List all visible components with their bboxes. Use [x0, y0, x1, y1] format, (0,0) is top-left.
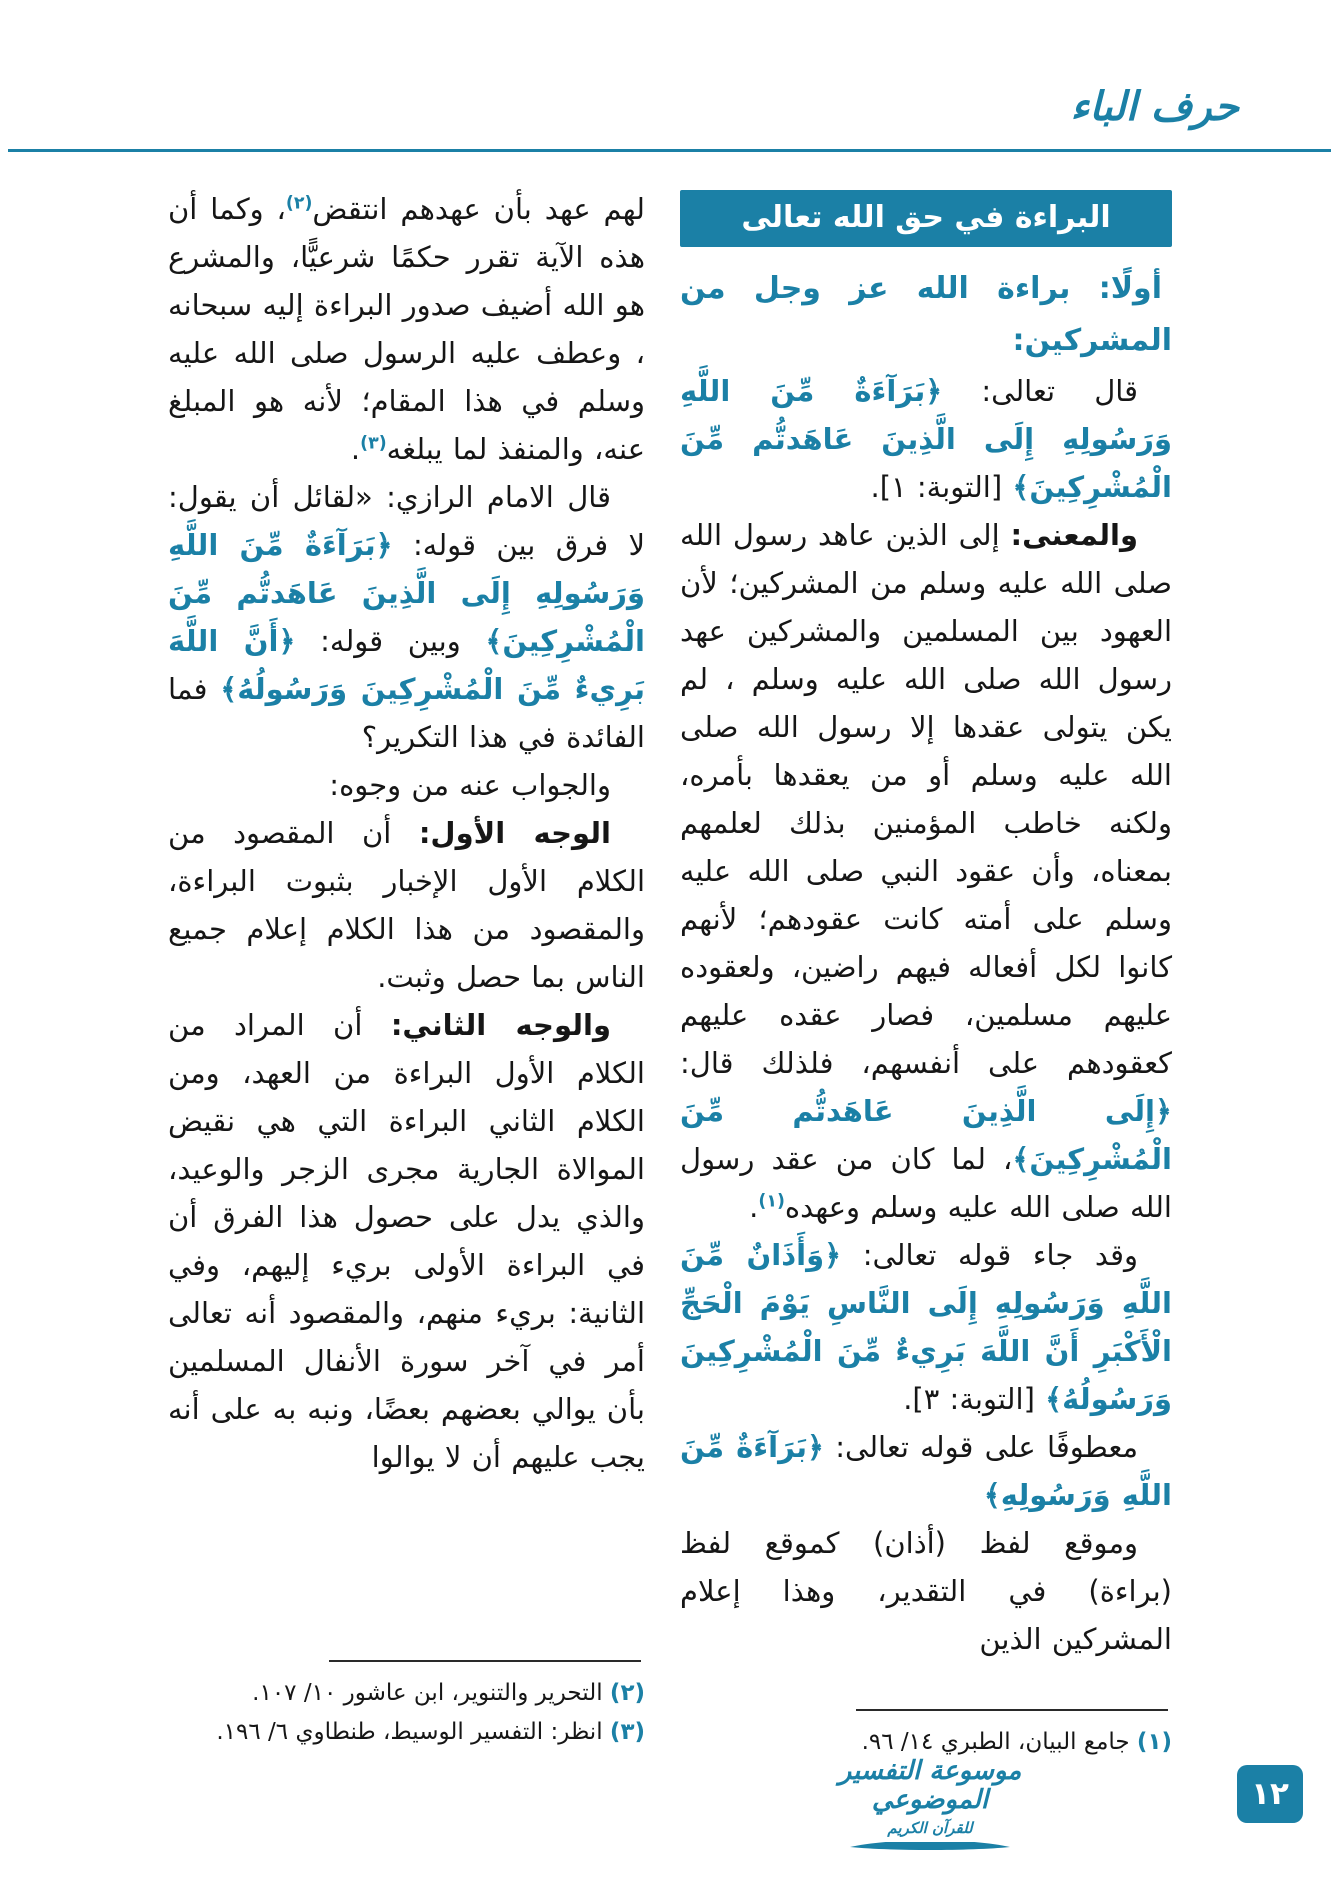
footnote-reference: (٢) — [285, 193, 313, 214]
text-segment: معطوفًا على قوله تعالى: — [824, 1430, 1138, 1464]
publisher-emblem-subtitle: للقرآن الكريم — [887, 1819, 973, 1838]
header-rule — [8, 149, 1331, 152]
text-segment: وموقع لفظ (أذان) كموقع لفظ (براءة) في التقدير، وهذا إعلام المشركين الذين — [680, 1526, 1172, 1656]
footnote-number: (٣) — [609, 1719, 645, 1745]
text-segment: جامع البيان، الطبري ١٤/ ٩٦. — [861, 1729, 1137, 1755]
text-segment: [التوبة: ١]. — [870, 470, 1013, 504]
footnote-separator — [329, 1660, 641, 1662]
verse-paragraph — [680, 367, 1172, 511]
body-paragraph — [680, 1519, 1172, 1663]
text-segment: والمعنى: — [1010, 518, 1138, 552]
footnote-list — [168, 1674, 645, 1752]
text-segment: إلى الذين عاهد رسول الله صلى الله عليه وسلم من المشركين؛ لأن العهود بين المسلمين والمشركين عهد رسول الله صلى الله عليه وسلم ، لم يكن يتولى عقدها إلا رسول الله صلى الله عليه وسلم أو من يعقدها بأمره، ولكنه خاطب المؤمنين بذلك لعلمهم بمعناه، وأن عقود النبي صلى الله عليه وسلم على أمته كانت عقودهم؛ لأنهم كانوا لكل أفعاله فيهم راضين، ولعقوده عليهم مسلمين، فصار عقده عليهم كعقودهم على أنفسهم، فلذلك قال: — [680, 518, 1172, 1080]
text-segment: . — [749, 1190, 759, 1224]
text-segment: فما الفائدة في هذا التكرير؟ — [168, 672, 645, 754]
text-segment: وبين قوله: — [295, 624, 486, 658]
text-segment: الوجه الأول: — [418, 816, 611, 850]
text-segment: ، وكما أن هذه الآية تقرر حكمًا شرعيًّا، والمشرع هو الله أضيف صدور البراءة إليه سبحانه ، وعطف عليه الرسول صلى الله عليه وسلم في هذا المقام؛ لأنه هو المبلغ عنه، والمنفذ لما يبلغه — [168, 192, 645, 466]
text-segment: انظر: التفسير الوسيط، طنطاوي ٦/ ١٩٦. — [216, 1719, 610, 1745]
right-column-text — [680, 263, 1172, 1663]
body-paragraph — [168, 761, 645, 809]
quran-quote: ﴿بَرَآءَةٌ مِّنَ اللَّهِ وَرَسُولِهِ إِلَى الَّذِينَ عَاهَدتُّم مِّنَ الْمُشْرِكِينَ﴾ — [168, 528, 645, 658]
chapter-header: حرف الباء — [1070, 84, 1239, 130]
footnote-reference: (١) — [758, 1191, 785, 1212]
footnote-reference: (٣) — [360, 433, 387, 454]
right-footnotes — [680, 1709, 1172, 1762]
text-segment: قال الامام الرازي: «لقائل أن يقول: لا فرق بين قوله: — [168, 480, 645, 562]
quran-quote: ﴿بَرَآءَةٌ مِّنَ اللَّهِ وَرَسُولِهِ إِلَى الَّذِينَ عَاهَدتُّم مِّنَ الْمُشْرِكِينَ﴾ — [680, 374, 1172, 504]
left-footnotes — [168, 1660, 645, 1752]
section-title-box — [680, 190, 1172, 247]
text-segment: وقد جاء قوله تعالى: — [841, 1238, 1138, 1272]
quran-quote: ﴿بَرَآءَةٌ مِّنَ اللَّهِ وَرَسُولِهِ﴾ — [680, 1430, 1172, 1512]
page-number-badge — [1237, 1765, 1303, 1823]
text-segment: والوجه الثاني: — [390, 1008, 611, 1042]
quote-paragraph — [168, 473, 645, 761]
verse-paragraph — [680, 1231, 1172, 1423]
text-segment: أن المقصود من الكلام الأول الإخبار بثبوت البراءة، والمقصود من هذا الكلام إعلام جميع الناس بما حصل وثبت. — [168, 816, 645, 994]
body-paragraph — [168, 809, 645, 1001]
text-segment: أن المراد من الكلام الأول البراءة من العهد، ومن الكلام الثاني البراءة التي هي نقيض الموالاة الجارية مجرى الزجر والوعيد، والذي يدل على حصول هذا الفرق أن في البراءة الأولى بريء إليهم، وفي الثانية: بريء منهم، والمقصود أنه تعالى أمر في آخر سورة الأنفال المسلمين بأن يوالي بعضهم بعضًا، ونبه به على أنه يجب عليهم أن لا يوالوا — [168, 1008, 645, 1474]
footnote — [168, 1713, 645, 1752]
meaning-paragraph — [680, 511, 1172, 1231]
publisher-emblem-title: موسوعة التفسير الموضوعي — [838, 1755, 1022, 1816]
text-segment: قال تعالى: — [942, 374, 1138, 408]
footnote — [168, 1674, 645, 1713]
left-column-text — [168, 185, 645, 1481]
body-paragraph — [168, 1001, 645, 1481]
page-number: ١٢ — [1251, 1776, 1289, 1812]
text-segment: . — [350, 432, 361, 466]
publisher-emblem — [812, 1757, 1048, 1856]
quran-quote: ﴿إِلَى الَّذِينَ عَاهَدتُّم مِّنَ الْمُشْرِكِينَ﴾ — [680, 1094, 1172, 1176]
section-lead-heading — [680, 263, 1172, 367]
text-segment: [التوبة: ٣]. — [903, 1382, 1046, 1416]
text-segment: لهم عهد بأن عهدهم انتقض — [312, 192, 646, 226]
text-segment: ، لما كان من عقد رسول الله صلى الله عليه وسلم وعهده — [680, 1142, 1172, 1224]
right-column — [680, 190, 1172, 1762]
quran-quote: ﴿أَنَّ اللَّهَ بَرِيءٌ مِّنَ الْمُشْرِكِينَ وَرَسُولُهُ﴾ — [168, 624, 645, 706]
footnote-number: (١) — [1136, 1729, 1172, 1755]
footnote-separator — [856, 1709, 1168, 1711]
text-segment: التحرير والتنوير، ابن عاشور ١٠/ ١٠٧. — [252, 1680, 610, 1706]
section-title: البراءة في حق الله تعالى — [741, 200, 1111, 235]
footnote-number: (٢) — [609, 1680, 645, 1706]
quran-quote: ﴿وَأَذَانٌ مِّنَ اللَّهِ وَرَسُولِهِ إِلَى النَّاسِ يَوْمَ الْحَجِّ الْأَكْبَرِ أَنَّ اللَّهَ بَرِيءٌ مِّنَ الْمُشْرِكِينَ وَرَسُولُهُ﴾ — [680, 1238, 1172, 1416]
left-column — [168, 185, 645, 1752]
text-segment: أولًا: براءة الله عز وجل من المشركين: — [680, 271, 1172, 358]
continuation-paragraph — [168, 185, 645, 473]
flourish-icon — [845, 1842, 1015, 1852]
verse-paragraph — [680, 1423, 1172, 1519]
text-segment: والجواب عنه من وجوه: — [329, 768, 611, 802]
